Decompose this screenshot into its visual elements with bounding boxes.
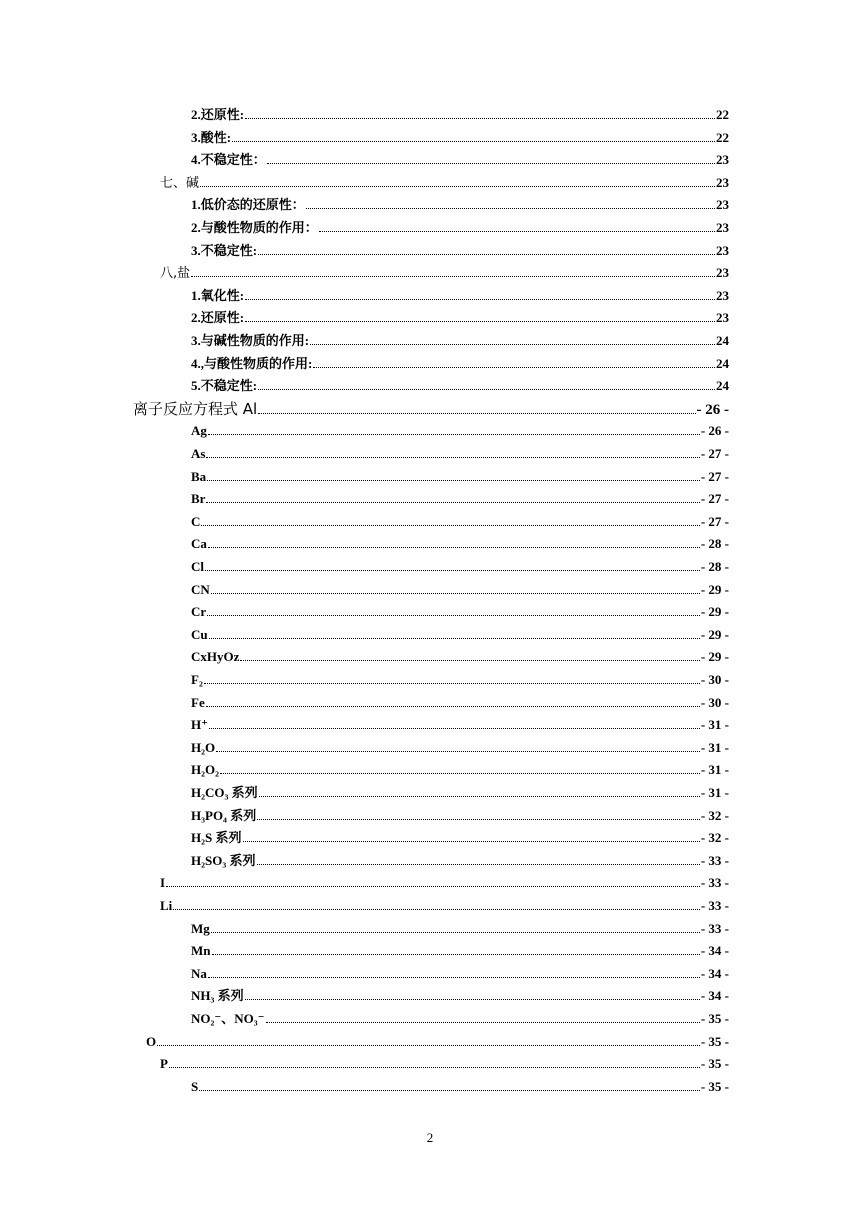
- toc-entry[interactable]: [133, 398, 729, 420]
- toc-entry[interactable]: [191, 488, 729, 510]
- dot-leader: [157, 1036, 700, 1046]
- toc-entry-page: - 28 -: [700, 536, 729, 552]
- toc-entry-title: C: [191, 513, 201, 529]
- toc-entry[interactable]: [191, 149, 729, 171]
- toc-entry-page: - 34 -: [700, 988, 729, 1004]
- toc-entry-page: 23: [716, 265, 729, 281]
- toc-entry[interactable]: [191, 420, 729, 442]
- dot-leader: [258, 404, 695, 414]
- toc-entry-title: H₂O: [191, 739, 216, 755]
- toc-entry-title: H₂SO₃ 系列: [191, 852, 256, 868]
- toc-entry[interactable]: [191, 443, 729, 465]
- toc-entry-page: - 35 -: [700, 1011, 729, 1026]
- dot-leader: [267, 154, 715, 164]
- toc-entry[interactable]: [191, 624, 729, 646]
- toc-entry[interactable]: [160, 262, 729, 284]
- toc-entry-title: Ag: [191, 423, 207, 439]
- toc-entry[interactable]: [191, 782, 729, 804]
- toc-entry-page: - 32 -: [700, 807, 729, 823]
- toc-entry-page: - 34 -: [700, 965, 729, 981]
- toc-entry-page: - 29 -: [700, 649, 729, 665]
- toc-entry-page: 23: [716, 310, 729, 326]
- dot-leader: [166, 877, 700, 887]
- dot-leader: [173, 900, 700, 910]
- toc-entry-page: 22: [716, 129, 729, 145]
- toc-entry[interactable]: [191, 375, 729, 397]
- toc-entry-title: Mg: [191, 920, 210, 936]
- toc-entry-title: NH₃ 系列: [191, 988, 244, 1004]
- dot-leader: [201, 516, 699, 526]
- toc-entry-page: - 31 -: [700, 717, 729, 733]
- toc-entry[interactable]: [191, 217, 729, 239]
- dot-leader: [212, 945, 700, 955]
- dot-leader: [258, 380, 715, 390]
- toc-entry[interactable]: [191, 737, 729, 759]
- dot-leader: [208, 968, 700, 978]
- toc-entry-page: - 34 -: [700, 943, 729, 959]
- dot-leader: [206, 493, 699, 503]
- toc-entry[interactable]: [160, 1053, 729, 1075]
- toc-entry-page: - 33 -: [700, 875, 729, 891]
- dot-leader: [211, 584, 700, 594]
- dot-leader: [204, 674, 700, 684]
- toc-entry-title: Ca: [191, 536, 207, 552]
- toc-entry[interactable]: [191, 940, 729, 962]
- toc-entry-title: 3.酸性:: [191, 129, 232, 145]
- dot-leader: [220, 764, 700, 774]
- toc-entry-title: CxHyOz: [191, 649, 240, 665]
- dot-leader: [206, 697, 700, 707]
- toc-entry-page: - 35 -: [700, 1033, 729, 1049]
- toc-entry-page: - 27 -: [700, 513, 729, 529]
- toc-entry-title: Ba: [191, 468, 207, 484]
- toc-entry[interactable]: [191, 646, 729, 668]
- toc-entry-page: 24: [716, 355, 729, 371]
- toc-entry-title: I: [160, 875, 166, 891]
- toc-entry-title: F₂: [191, 672, 203, 687]
- toc-entry-title: 2.还原性:: [191, 107, 245, 122]
- toc-entry[interactable]: [191, 827, 729, 849]
- toc-entry-page: 22: [716, 107, 729, 122]
- dot-leader: [257, 810, 700, 820]
- toc-entry-title: Mn: [191, 943, 211, 959]
- toc-entry-page: - 33 -: [700, 898, 729, 913]
- toc-entry[interactable]: [191, 194, 729, 216]
- toc-entry-page: - 27 -: [700, 468, 729, 484]
- toc-entry-title: 1.氧化性:: [191, 287, 245, 303]
- dot-leader: [313, 358, 715, 368]
- toc-entry[interactable]: [191, 918, 729, 940]
- toc-entry-page: - 26 -: [696, 401, 729, 418]
- toc-entry-title: Br: [191, 491, 206, 507]
- toc-entry-title: 1.低价态的还原性：: [191, 197, 305, 213]
- toc-entry-title: P: [160, 1056, 168, 1072]
- toc-entry[interactable]: [191, 850, 729, 872]
- toc-entry-page: 23: [716, 220, 729, 235]
- toc-entry-page: - 33 -: [700, 852, 729, 868]
- toc-entry[interactable]: [160, 895, 729, 917]
- toc-entry[interactable]: [191, 104, 729, 126]
- toc-entry-title: Na: [191, 965, 207, 981]
- dot-leader: [245, 290, 715, 300]
- toc-entry-title: Cr: [191, 604, 207, 620]
- page-number: 2: [426, 1130, 434, 1145]
- toc-entry-title: Cl: [191, 559, 204, 574]
- dot-leader: [205, 561, 700, 571]
- dot-leader: [245, 109, 715, 119]
- toc-entry-page: - 28 -: [700, 559, 729, 574]
- dot-leader: [259, 787, 700, 797]
- toc-entry-page: 23: [716, 174, 729, 190]
- dot-leader: [245, 312, 715, 322]
- toc-entry[interactable]: [160, 172, 729, 194]
- toc-entry-page: 23: [716, 197, 729, 213]
- toc-entry[interactable]: [191, 985, 729, 1007]
- toc-entry[interactable]: [191, 307, 729, 329]
- dot-leader: [216, 742, 700, 752]
- toc-entry[interactable]: [191, 805, 729, 827]
- toc-entry-title: 3.与碱性物质的作用:: [191, 333, 310, 348]
- toc-entry-title: H₂O₂: [191, 762, 220, 778]
- toc-entry-page: - 33 -: [700, 920, 729, 936]
- dot-leader: [319, 222, 715, 232]
- toc-entry-page: 24: [716, 333, 729, 348]
- toc-entry-title: 八,盐: [160, 266, 191, 282]
- toc-entry-page: - 29 -: [700, 626, 729, 642]
- toc-entry-page: - 31 -: [700, 785, 729, 800]
- dot-leader: [199, 1081, 700, 1091]
- toc-entry-title: H₂S 系列: [191, 830, 242, 846]
- toc-entry[interactable]: [191, 1076, 729, 1098]
- toc-entry[interactable]: [191, 353, 729, 375]
- toc-entry-page: - 35 -: [700, 1056, 729, 1072]
- toc-entry-title: 七、碱: [160, 175, 200, 191]
- dot-leader: [240, 651, 699, 661]
- toc-entry[interactable]: [191, 1008, 729, 1030]
- dot-leader: [209, 719, 700, 729]
- dot-leader: [200, 177, 715, 187]
- toc-entry[interactable]: [191, 601, 729, 623]
- dot-leader: [243, 832, 700, 842]
- dot-leader: [191, 267, 715, 277]
- toc-entry-title: 3.不稳定性:: [191, 242, 258, 258]
- toc-entry[interactable]: [160, 872, 729, 894]
- toc-entry-title: 2.与酸性物质的作用：: [191, 220, 318, 235]
- toc-entry[interactable]: [191, 466, 729, 488]
- toc-entry[interactable]: [146, 1031, 729, 1053]
- dot-leader: [207, 606, 700, 616]
- toc-entry-page: 23: [716, 242, 729, 258]
- toc-entry-page: 23: [716, 287, 729, 303]
- toc-entry-page: - 30 -: [700, 672, 729, 687]
- toc-entry[interactable]: [191, 759, 729, 781]
- toc-entry-page: 24: [716, 378, 729, 394]
- toc-entry-title: Cu: [191, 626, 208, 642]
- toc-entry-title: H₃PO₄ 系列: [191, 807, 257, 823]
- dot-leader: [208, 538, 700, 548]
- toc-entry-page: - 29 -: [700, 604, 729, 620]
- toc-entry-page: - 27 -: [700, 491, 729, 507]
- dot-leader: [258, 245, 715, 255]
- toc-entry[interactable]: [191, 533, 729, 555]
- dot-leader: [209, 629, 700, 639]
- toc-entry[interactable]: [191, 579, 729, 601]
- toc-entry[interactable]: [191, 285, 729, 307]
- toc-entry-title: H⁺: [191, 717, 208, 733]
- dot-leader: [232, 132, 715, 142]
- toc-entry-title: O: [146, 1033, 157, 1049]
- dot-leader: [169, 1058, 700, 1068]
- dot-leader: [306, 199, 715, 209]
- toc-entry-title: 4.,与酸性物质的作用:: [191, 355, 313, 371]
- toc-entry-title: 4.不稳定性：: [191, 152, 266, 168]
- toc-entry-page: - 26 -: [700, 423, 729, 439]
- toc-entry-title: 离子反应方程式 Al: [133, 399, 258, 418]
- dot-leader: [206, 448, 699, 458]
- dot-leader: [208, 425, 700, 435]
- toc-entry-title: NO₂⁻、NO₃⁻: [191, 1011, 265, 1026]
- toc-entry[interactable]: [191, 127, 729, 149]
- toc-entry-page: - 29 -: [700, 581, 729, 597]
- toc-entry[interactable]: [191, 240, 729, 262]
- dot-leader: [245, 990, 700, 1000]
- toc-entry[interactable]: [191, 511, 729, 533]
- toc-entry-title: CN: [191, 581, 210, 597]
- toc-entry-title: 2.还原性:: [191, 310, 245, 326]
- dot-leader: [257, 855, 700, 865]
- toc-entry-title: 5.不稳定性:: [191, 378, 258, 394]
- toc-entry[interactable]: [191, 963, 729, 985]
- toc-entry[interactable]: [191, 669, 729, 691]
- dot-leader: [211, 923, 700, 933]
- toc-entry[interactable]: [191, 692, 729, 714]
- toc-entry-page: - 35 -: [700, 1078, 729, 1094]
- toc-entry-page: - 27 -: [700, 446, 729, 461]
- toc-entry-page: - 30 -: [700, 694, 729, 710]
- toc-entry[interactable]: [191, 330, 729, 352]
- toc-entry-title: H₂CO₃ 系列: [191, 785, 258, 800]
- toc-entry[interactable]: [191, 556, 729, 578]
- dot-leader: [266, 1013, 700, 1023]
- toc-entry-title: As: [191, 446, 206, 461]
- dot-leader: [207, 471, 700, 481]
- toc-entry-page: - 31 -: [700, 739, 729, 755]
- toc-entry-page: - 31 -: [700, 762, 729, 778]
- toc-entry-title: Li: [160, 898, 173, 913]
- toc-entry-title: S: [191, 1078, 199, 1094]
- toc-entry-title: Fe: [191, 694, 205, 710]
- toc-entry-page: - 32 -: [700, 830, 729, 846]
- dot-leader: [310, 335, 715, 345]
- toc-entry-page: 23: [716, 152, 729, 168]
- toc-entry[interactable]: [191, 714, 729, 736]
